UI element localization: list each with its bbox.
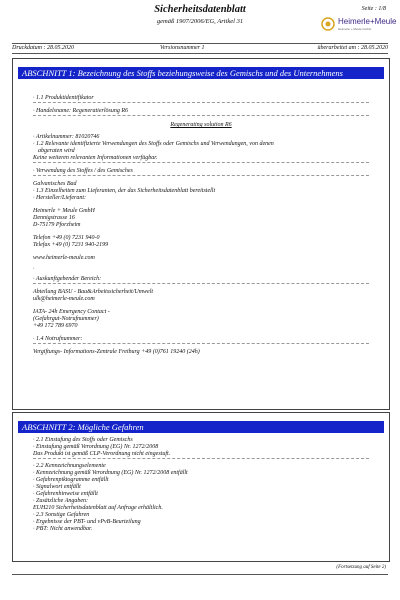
document-subtitle: gemäß 1907/2006/EG, Artikel 31 xyxy=(156,18,244,25)
emergency-number-value: Vergiftungs- Informations-Zentrale Freiburg +49 (0)761 19240 (24h) xyxy=(33,349,200,355)
product-name-english: Regenerating solution R6 xyxy=(170,122,232,128)
document-title: Sicherheitsdatenblatt xyxy=(154,4,246,15)
company-logo xyxy=(320,16,397,36)
section-2-panel xyxy=(12,412,390,562)
additional-info-label: · Zusätzliche Angaben: xyxy=(33,498,89,504)
logo-mark-icon xyxy=(320,16,336,32)
info-department: Abteilung BASU - Bau&Arbeitssicherheit/Umwelt xyxy=(33,289,154,295)
classification-regulation: · Einstufung gemäß Verordnung (EG) Nr. 1272/2008 xyxy=(33,444,159,450)
manufacturer-label: · Hersteller/Lieferant: xyxy=(33,195,86,201)
classification-label: · 2.1 Einstufung des Stoffs oder Gemischs xyxy=(33,437,133,443)
section-2-hazards xyxy=(33,437,369,533)
uses-line-1: · 1.2 Relevante identifizierte Verwendungen des Stoffs oder Gemischs und Verwendungen, von denen xyxy=(33,141,274,147)
section-1-panel xyxy=(12,58,390,410)
version-number: Versionsnummer 1 xyxy=(160,45,205,51)
info-email: ulk@heimerle-meule.com xyxy=(33,296,95,302)
company-name: Heimerle + Meule GmbH xyxy=(33,208,95,214)
company-city: D-75179 Pforzheim xyxy=(33,222,81,228)
emergency-number-label: · 1.4 Notrufnummer: xyxy=(33,336,369,344)
hazard-statements: · Gefahrenhinweise entfällt xyxy=(33,491,98,497)
product-identifier-label: · 1.1 Produktidentifikator xyxy=(33,95,369,103)
uses-line-2: abgeraten wird xyxy=(38,148,75,154)
print-date: Druckdatum : 28.05.2020 xyxy=(12,45,74,51)
header-divider-top xyxy=(12,43,388,44)
use-value: Galvanisches Bad xyxy=(33,181,77,187)
labelling-regulation: · Kennzeichnung gemäß Verordnung (EG) Nr. 1272/2008 entfällt xyxy=(33,470,188,476)
iata-line-2: (Gefahrgut-Notrufnummer) xyxy=(33,316,99,322)
additional-info-euh210: EUH210 Sicherheitsdatenblatt auf Anfrage erhältlich. xyxy=(33,505,163,511)
company-website: www.heimerle-meule.com xyxy=(33,255,95,261)
footer-divider xyxy=(12,574,388,575)
company-fax: Telefax +49 (0) 7231 940-2199 xyxy=(33,242,109,248)
info-department-label: · Auskunftgebender Bereich: xyxy=(33,276,369,284)
section-2-heading: ABSCHNITT 2: Mögliche Gefahren xyxy=(18,421,384,433)
supplier-label: · 1.3 Einzelheiten zum Lieferanten, der das Sicherheitsdatenblatt bereitstellt xyxy=(33,188,216,194)
section-1-product-id xyxy=(33,95,369,356)
continued-note: (Fortsetzung auf Seite 2) xyxy=(336,565,386,570)
pbt-assessment: · Ergebnisse der PBT- und vPvB-Beurteilung xyxy=(33,519,141,525)
pbt-value: · PBT: Nicht anwendbar. xyxy=(33,526,93,532)
uses-line-3: Keine weiteren relevanten Informationen verfügbar. xyxy=(33,155,369,163)
other-hazards: · 2.3 Sonstige Gefahren xyxy=(33,512,90,518)
company-street: Dennigstrasse 16 xyxy=(33,215,75,221)
section-1-heading: ABSCHNITT 1: Bezeichnung des Stoffs beziehungsweise des Gemischs und des Unternehmens xyxy=(18,67,384,79)
trade-name: · Handelsname: Regeneratierlösung R6 xyxy=(33,108,369,116)
page-number: Seite : 1/8 xyxy=(361,6,386,12)
separator-dot: · xyxy=(33,266,35,272)
classification-result: Das Produkt ist gemäß CLP-Verordnung nicht eingestuft. xyxy=(33,451,369,459)
logo-tagline: Heimerle + Meule GmbH xyxy=(338,27,372,31)
label-elements: · 2.2 Kennzeichnungselemente xyxy=(33,463,106,469)
article-number: · Artikelnummer: 81020746 xyxy=(33,134,100,140)
logo-name: Heimerle+Meule xyxy=(338,17,397,26)
iata-line-1: IATA- 24h Emergency Contact - xyxy=(33,309,110,315)
company-phone: Telefon +49 (0) 7231 940-0 xyxy=(33,235,100,241)
header-divider-bottom xyxy=(12,53,388,54)
use-label: · Verwendung des Stoffes / des Gemisches xyxy=(33,168,369,176)
signal-word: · Signalwort entfällt xyxy=(33,484,81,490)
revision-date: überarbeitet am : 28.05.2020 xyxy=(317,45,388,51)
hazard-pictograms: · Gefahrenpiktogramme entfällt xyxy=(33,477,109,483)
iata-line-3: +49 172 789 6970 xyxy=(33,323,78,329)
